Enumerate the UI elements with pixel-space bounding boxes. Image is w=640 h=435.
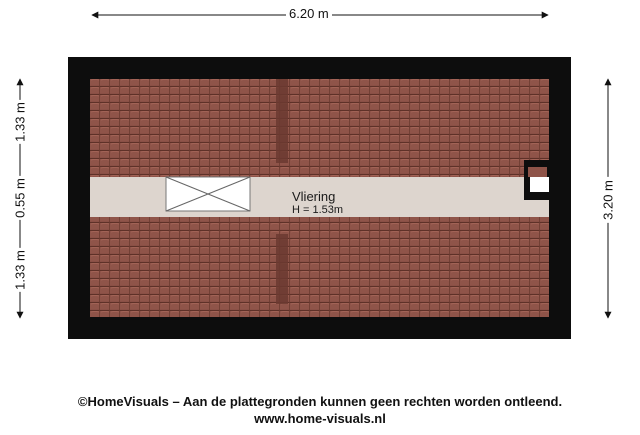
- right-wall-opening: [524, 160, 549, 200]
- copyright-notice: ©HomeVisuals – Aan de plattegronden kunnen geen rechten worden ontleend.: [77, 394, 563, 409]
- left-dimension-label-top: 1.33 m: [12, 102, 28, 142]
- room-height: H = 1.53m: [292, 204, 344, 216]
- left-dimension-label-middle: 0.55 m: [12, 178, 28, 218]
- roof-ridge-top: [276, 79, 288, 163]
- loft-hatch: [166, 177, 250, 211]
- left-dimension-label-bottom: 1.33 m: [12, 250, 28, 290]
- roof-ridge-bottom: [276, 234, 288, 304]
- depth-dimension-label: 3.20 m: [601, 177, 616, 223]
- roof-section-bottom: [90, 217, 549, 317]
- room-name: Vliering: [292, 189, 336, 204]
- website-link[interactable]: www.home-visuals.nl: [254, 411, 386, 426]
- width-dimension-label: 6.20 m: [286, 6, 332, 21]
- roof-section-top: [90, 79, 549, 177]
